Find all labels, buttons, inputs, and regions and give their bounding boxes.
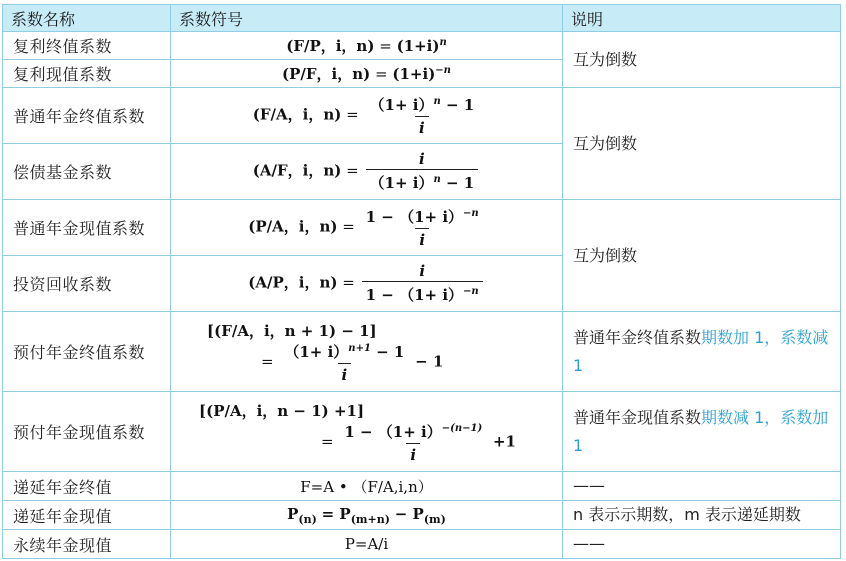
row-formula: [(P/A，i，n − 1) +1] = $\frac{1 - (1+ i)^{-(n-1)}}{i}$ +1 <box>171 392 563 472</box>
row-note: 互为倒数 <box>563 32 841 88</box>
row-formula: (P/F，i，$n) = (1+i)^{-n}$ <box>171 60 563 88</box>
row-formula: P=A/i <box>171 530 563 559</box>
row-name: 偿债基金系数 <box>3 144 171 200</box>
fraction: $\frac{1 - (1+ i)^{-(n-1)}}{i}$ <box>344 422 483 464</box>
fraction: $\frac{(1+ i)^{n+1} - 1}{i}$ <box>284 342 405 384</box>
row-name: 递延年金终值 <box>3 472 171 501</box>
table-row <box>3 312 841 392</box>
table-row <box>3 530 841 559</box>
row-note: —— <box>563 472 841 501</box>
row-note: 互为倒数 <box>563 200 841 312</box>
row-name: 递延年金现值 <box>3 501 171 530</box>
header-row <box>3 5 841 32</box>
table-row <box>3 392 841 472</box>
row-note: 普通年金终值系数期数加 1，系数减 1 <box>563 312 841 392</box>
table-row <box>3 200 841 256</box>
header-name: 系数名称 <box>3 5 171 32</box>
fraction: $\frac{1 - (1+ i)^{-n}}{i}$ <box>365 208 479 249</box>
row-formula: (A/F，i，n) = $\frac{i}{(1+ i)^n - 1}$ <box>171 144 563 200</box>
row-formula: (A/P，i，n) = $\frac{i}{1 - (1+ i)^{-n}}$ <box>171 256 563 312</box>
table-row <box>3 88 841 144</box>
row-name: 复利现值系数 <box>3 60 171 88</box>
row-name: 普通年金终值系数 <box>3 88 171 144</box>
row-note: 普通年金现值系数期数减 1，系数加 1 <box>563 392 841 472</box>
row-note: n 表示示期数，m 表示递延期数 <box>563 501 841 530</box>
fraction: $\frac{i}{(1+ i)^n - 1}$ <box>366 150 479 193</box>
row-name: 预付年金终值系数 <box>3 312 171 392</box>
table-row <box>3 32 841 60</box>
header-symbol: 系数符号 <box>171 5 563 32</box>
row-formula: $P_{(n)} = P_{(m+n)} - P_{(m)}$ <box>171 501 563 530</box>
row-formula: [(F/A，i，n + 1) − 1] = $\frac{(1+ i)^{n+1} - 1}{i}$ − 1 <box>171 312 563 392</box>
row-formula: (F/A，i，n) = $\frac{(1+ i)^n - 1}{i}$ <box>171 88 563 144</box>
row-note: 互为倒数 <box>563 88 841 200</box>
table-row <box>3 501 841 530</box>
row-name: 复利终值系数 <box>3 32 171 60</box>
row-name: 投资回收系数 <box>3 256 171 312</box>
row-formula: F=A • （F/A,i,n） <box>171 472 563 501</box>
row-formula: (P/A，i，n) = $\frac{1 - (1+ i)^{-n}}{i}$ <box>171 200 563 256</box>
row-name: 普通年金现值系数 <box>3 200 171 256</box>
row-name: 预付年金现值系数 <box>3 392 171 472</box>
coefficient-table <box>2 4 841 559</box>
row-formula: (F/P，i，$n) = (1+i)^n$ <box>171 32 563 60</box>
fraction: $\frac{i}{1 - (1+ i)^{-n}}$ <box>362 262 483 305</box>
header-note: 说明 <box>563 5 841 32</box>
row-note: —— <box>563 530 841 559</box>
row-name: 永续年金现值 <box>3 530 171 559</box>
fraction: $\frac{(1+ i)^n - 1}{i}$ <box>369 96 475 137</box>
table-row <box>3 472 841 501</box>
